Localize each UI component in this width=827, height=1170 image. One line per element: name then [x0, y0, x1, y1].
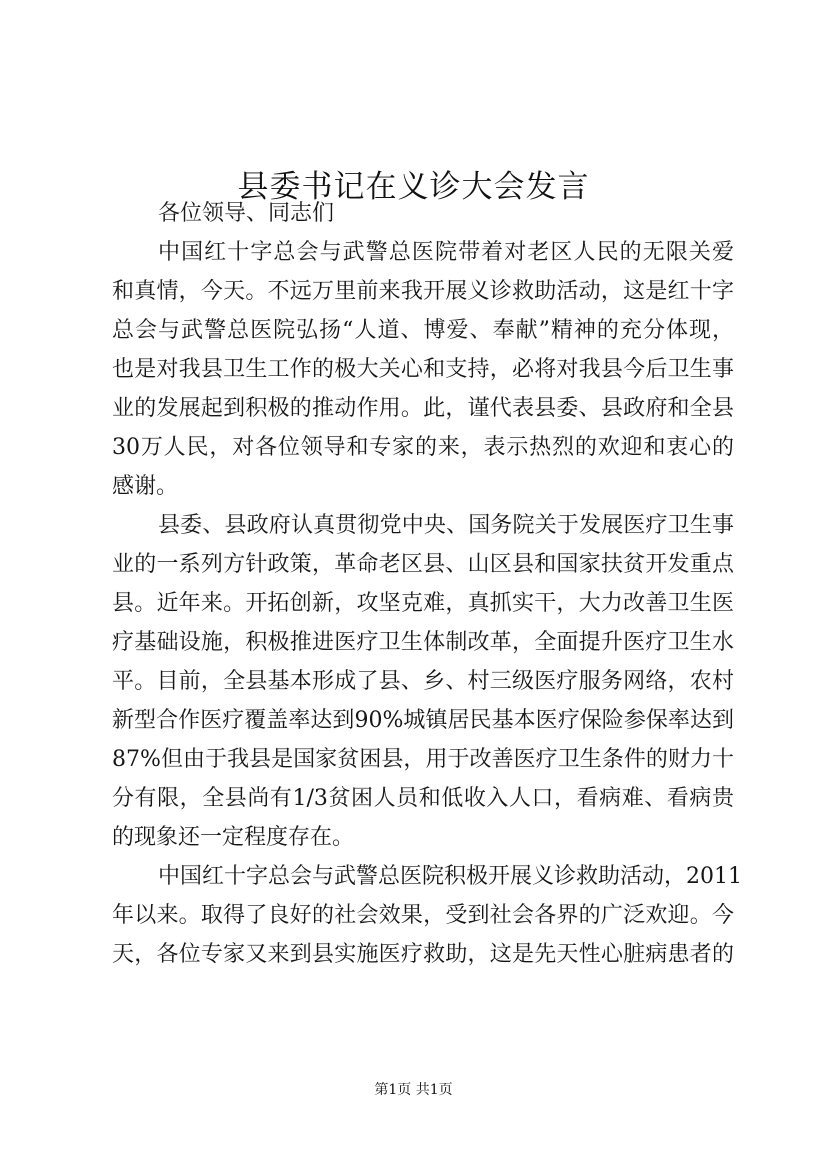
text-line: 业的一系列方针政策，革命老区县、山区县和国家扶贫开发重点 [112, 552, 734, 577]
text-line: 总会与武警总医院弘扬“人道、博爱、奉献”精神的充分体现， [112, 318, 734, 343]
text-line: 平。目前，全县基本形成了县、乡、村三级医疗服务网络，农村 [112, 669, 734, 694]
document-body [112, 194, 742, 974]
text-line: 中国红十字总会与武警总医院积极开展义诊救助活动，2011 [158, 864, 742, 889]
text-line: 天，各位专家又来到县实施医疗救助，这是先天性心脏病患者的 [112, 942, 734, 967]
text-line: 业的发展起到积极的推动作用。此，谨代表县委、县政府和全县 [112, 396, 734, 421]
text-line: 30万人民，对各位领导和专家的来，表示热烈的欢迎和衷心的 [112, 435, 734, 460]
text-line: 分有限，全县尚有1/3贫困人员和低收入人口，看病难、看病贵 [112, 786, 734, 811]
text-line: 的现象还一定程度存在。 [112, 825, 355, 850]
text-line: 也是对我县卫生工作的极大关心和支持，必将对我县今后卫生事 [112, 357, 734, 382]
salutation: 各位领导、同志们 [158, 201, 335, 226]
document-title: 县委书记在义诊大会发言 [237, 168, 590, 205]
paragraph-1 [112, 233, 734, 506]
text-line: 87%但由于我县是国家贫困县，用于改善医疗卫生条件的财力十 [112, 747, 734, 772]
text-line: 县。近年来。开拓创新，攻坚克难，真抓实干，大力改善卫生医 [112, 591, 734, 616]
text-line: 中国红十字总会与武警总医院带着对老区人民的无限关爱 [158, 240, 734, 265]
text-line: 新型合作医疗覆盖率达到90%城镇居民基本医疗保险参保率达到 [112, 708, 734, 733]
text-line: 疗基础设施，积极推进医疗卫生体制改革，全面提升医疗卫生水 [112, 630, 734, 655]
text-line: 和真情，今天。不远万里前来我开展义诊救助活动，这是红十字 [112, 279, 734, 304]
paragraph-3 [112, 857, 742, 974]
page-footer: 第1页 共1页 [374, 1082, 453, 1098]
text-line: 县委、县政府认真贯彻党中央、国务院关于发展医疗卫生事 [158, 513, 734, 538]
paragraph-2 [112, 506, 734, 857]
text-line: 感谢。 [112, 474, 179, 499]
text-line: 年以来。取得了良好的社会效果，受到社会各界的广泛欢迎。今 [112, 903, 734, 928]
